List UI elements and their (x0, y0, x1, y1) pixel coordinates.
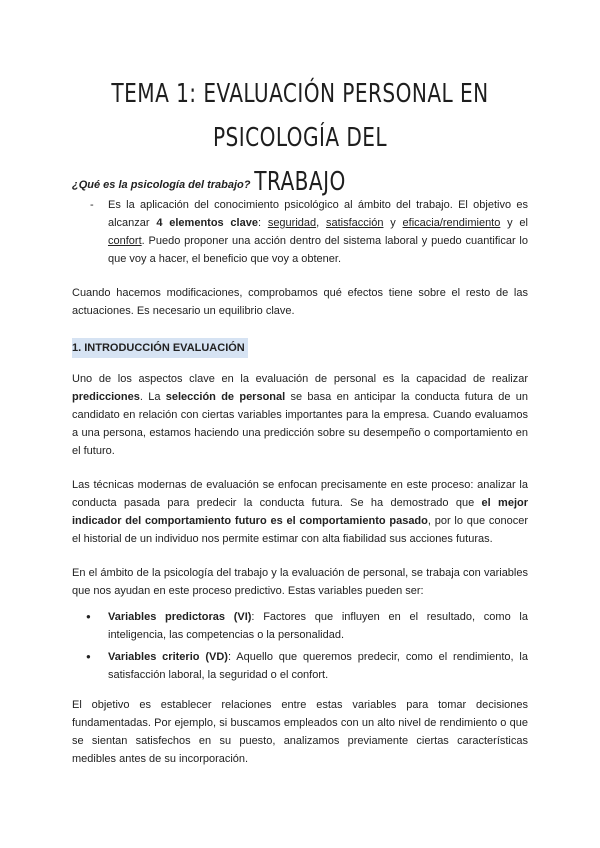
section-heading: 1. INTRODUCCIÓN EVALUACIÓN (72, 338, 248, 358)
definition-bold: 4 elementos clave (156, 217, 258, 229)
bullet-2-text: : Aquello que queremos predecir, como el rendimiento, la satisfacción laboral, la seguridad o el confort. (108, 651, 528, 681)
term-satisfaccion: satisfacción (325, 217, 384, 229)
bullet-1-bold: Variables predictoras (VI) (108, 611, 252, 623)
paragraph-4: El objetivo es establecer relaciones entre estas variables para tomar decisiones fundamentadas. Por ejemplo, si buscamos empleados con un alto nivel de rendimiento o que se sientan satisfechos en su puesto, analizamos previamente ciertas características medibles antes de su incorporación. (72, 699, 528, 765)
p1-text-d: se basa en anticipar la conducta futura de un candidato en relación con ciertas variables importantes para la empresa. Cuando evaluamos a una persona, estamos haciendo una predicción sobre su desempeño o comportamiento en el futuro. (72, 391, 529, 457)
p1-bold-1: predicciones (72, 391, 140, 403)
term-confort: confort (108, 235, 142, 247)
bullet-1-text: : Factores que influyen en el resultado, como la inteligencia, las competencias o la personalidad. (108, 611, 528, 641)
definition-sep-2: y (383, 217, 403, 229)
title-line-1: TEMA 1: EVALUACIÓN PERSONAL EN PSICOLOGÍA DEL (111, 79, 489, 153)
document-body (72, 176, 528, 768)
p1-text-c: . La (139, 391, 166, 403)
definition-sep-1: , (316, 217, 326, 229)
question-heading: ¿Qué es la psicología del trabajo? (72, 179, 251, 191)
variables-list (72, 608, 528, 684)
paragraph-1 (72, 370, 528, 460)
definition-text-2: : (257, 217, 268, 229)
paragraph-2 (72, 476, 528, 548)
p1-bold-2: selección de personal (165, 391, 286, 403)
intro-paragraph: Cuando hacemos modificaciones, comprobamos qué efectos tiene sobre el resto de las actuaciones. Es necesario un equilibrio clave. (72, 287, 528, 317)
term-seguridad: seguridad (267, 217, 317, 229)
definition-sep-3: y el (500, 217, 528, 229)
p2-text-a: Las técnicas modernas de evaluación se enfocan precisamente en este proceso: analizar la conducta pasada para predecir la conducta futura. Se ha demostrado que (72, 479, 528, 509)
term-eficacia: eficacia/rendimiento (402, 217, 501, 229)
p1-text-a: Uno de los aspectos clave en la evaluación de personal es la capacidad de realizar (72, 373, 528, 385)
p2-text-c: , por lo que conocer el historial de un individuo nos permite estimar con alta fiabilidad sus acciones futuras. (72, 515, 528, 545)
definition-item (72, 196, 528, 268)
title-line-2: TRABAJO (254, 167, 346, 197)
bullet-2-bold: Variables criterio (VD) (108, 651, 228, 663)
p2-bold: el mejor indicador del comportamiento futuro es el comportamiento pasado (72, 497, 528, 527)
definition-text-3: . Puedo proponer una acción dentro del sistema laboral y puedo cuantificar lo que voy a hacer, el beneficio que voy a obtener. (108, 235, 528, 265)
paragraph-3: En el ámbito de la psicología del trabajo y la evaluación de personal, se trabaja con variables que nos ayudan en este proceso predictivo. Estas variables pueden ser: (72, 567, 528, 597)
definition-list (72, 196, 528, 268)
definition-text-1: Es la aplicación del conocimiento psicológico al ámbito del trabajo. El objetivo es alcanzar (108, 199, 528, 229)
list-item (72, 648, 528, 684)
list-item (72, 608, 528, 644)
